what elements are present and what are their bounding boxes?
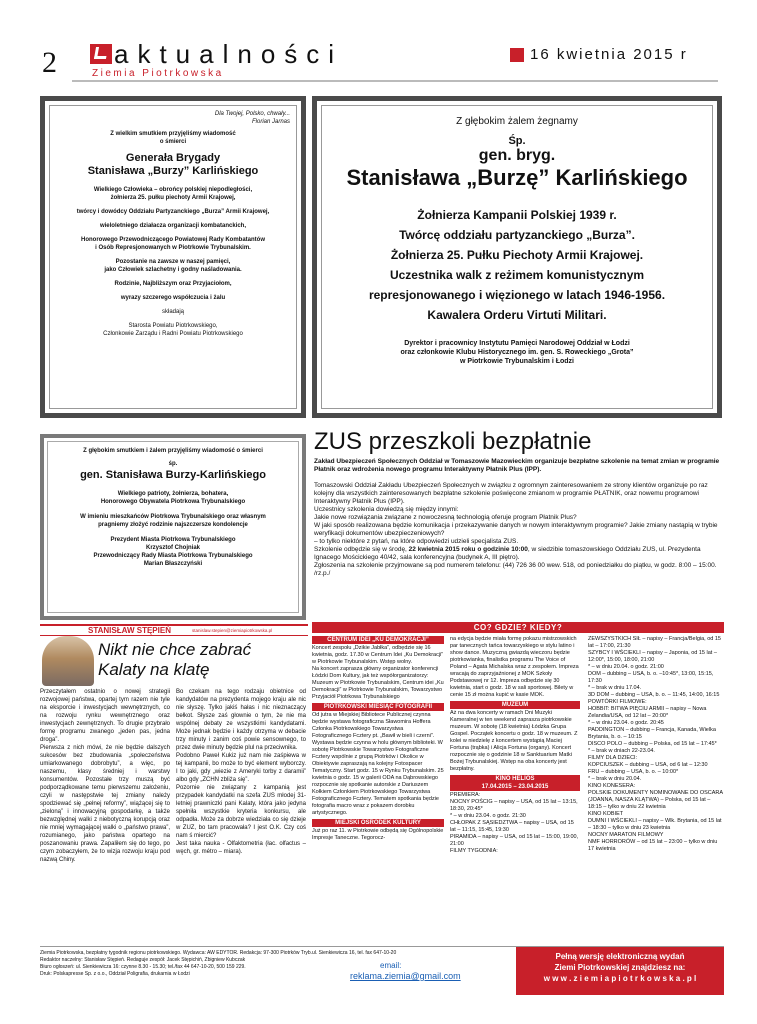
column-title-line: Kalaty na klatę	[98, 660, 210, 679]
header	[42, 39, 718, 84]
deceased-name: gen. Stanisława Burzy-Karlińskiego	[80, 469, 266, 481]
text-line: Uczestnika walk z reżimem komunistycznym	[389, 268, 645, 282]
signature-line: w Piotrkowie Trybunalskim i Łodzi	[460, 358, 574, 365]
deceased-rank: Generała Brygady	[125, 152, 221, 164]
article-text: Jakie nowe rozwiązania związane z nowoczesną technologią oferuje program Płatnik Plus?	[314, 514, 577, 521]
signature-line: oraz członkowie Klubu Historycznego im. gen. S. Roweckiego „Grota”	[400, 349, 634, 356]
events-column-1	[312, 636, 444, 842]
date-highlight: 22 kwietnia 2015 roku o godzinie 10:00	[408, 546, 528, 553]
promo-url[interactable]: w w w . z i e m i a p i o t r k o w s k a . p l	[543, 974, 697, 983]
header-rule	[72, 80, 718, 82]
logo-icon	[90, 44, 112, 64]
text-line: W imieniu mieszkańców Piotrkowa Trybunalskiego oraz własnym	[80, 514, 266, 520]
article-text: – to tylko niektóre z pytań, na które odpowiedzi udzieli specjalista ZUS.	[314, 538, 519, 545]
event-text: Aż na dwa koncerty w ramach Dni Muzyki Kameralnej w ten weekend zaprasza piotrkowskie muzeum. W sobotę (18 kwietnia) Łódzka Grupa Gospel. Początek koncertu o godz. 18 w muzeum. Z kolei w niedzielę z koncertem wystąpią Maciej Fortuna (trąbka) i Alicja Fortuna (organy). Koncert rozpocznie się o godzinie 18 w Sanktuarium Matki Bożej Trybunalskiej. Wstęp na oba koncerty jest bezpłatny.	[450, 710, 578, 772]
text-line: składają	[161, 309, 184, 315]
events-column-2	[450, 636, 580, 855]
deceased-rank: gen. bryg.	[478, 147, 556, 164]
events-banner: CO? GDZIE? KIEDY?	[312, 622, 724, 633]
sp-label: Śp.	[508, 135, 526, 147]
promo-box	[516, 947, 724, 995]
location-text: , w siedzibie tomaszowskiego Oddziału ZUS, ul. Prezydenta Ignacego Mościckiego 40/42, sala konferencyjna (budynek A, III piętro).	[314, 546, 701, 561]
event-heading: CENTRUM IDEI „KU DEMOKRACJI”	[312, 636, 444, 644]
intro-line: o śmierci	[159, 139, 187, 145]
email-link[interactable]: reklama.ziemia@gmail.com	[350, 971, 461, 981]
article-text: W jaki sposób realizowana będzie komunikacja i przekazywanie danych w nowym interaktywnym programie? Jakie zmiany nastąpią w trybie weryfikacji dokumentów ubezpieczeniowych?	[314, 522, 718, 537]
deceased-name: Stanisława „Burzy” Karlińskiego	[87, 165, 259, 177]
signature-line: Przewodniczący Rady Miasta Piotrkowa Trybunalskiego	[93, 553, 253, 559]
text-line: Wielkiego Człowieka – obrońcy polskiej niepodległości,	[93, 187, 253, 193]
text-line: wyrazy szczerego współczucia i żalu	[120, 295, 226, 301]
motto: Dla Twojej, Polsko, chwały...	[214, 111, 290, 117]
text-line: żołnierza 25. pułku piechoty Armii Krajowej,	[110, 195, 236, 201]
imprint-line: Ziemia Piotrkowska, bezpłatny tygodnik regionu piotrkowskiego. Wydawca: AW EDYTOR. Redakcja: 97-300 Piotrków Tryb.ul. Sienkiewicza 16, tel. fax 647-10-20	[40, 950, 397, 956]
event-text: na edycja będzie miała formę pokazu mistrzowskich par tanecznych tańca towarzyskiego w stylu latino i show dance. Muzyczną gwiazdą wieczoru będzie piotrkowianka, finalistka programu The Voice of Poland – Agata Michalska wraz z zespołem. Impreza wracają do zaprzyjaźnionej z MOK Szkoły Podstawowej nr 12. Impreza odbędzie się 30 kwietnia, start o godz. 18 w sali sportowej. Bilety w cenie 15 zł można kupić w kasie MOK.	[450, 636, 579, 698]
text-line: represjonowanego i więzionego w latach 1946-1956.	[368, 288, 666, 302]
logo-sub: Ziemia Piotrkowska	[92, 68, 224, 79]
obituary-prezydent	[40, 434, 306, 620]
event-text: Od jutra w Miejskiej Bibliotece Publicznej czynna będzie wystawa fotograficzna Sławomira Hoffera Członka Piotrkowskiego Towarzystwa Fotograficznego Fcztery pt. „Bawił w bieli i czerni”. Wystawa będzie czynna w holu głównym biblioteki. W sobotę Piotrkowskie Towarzystwo Fotograficzne Fcztery wspólnie z grupą Piotrków i Okolice w Obiektywie zapraszają na kolejny Fotospacer Tematyczny. Start godz. 15 w Rynku Trybunalskim. 25 kwietnia o godz. 15 w galerii ODA na Dąbrowskiego rozpocznie się spotkanie autorskie z Dariuszem Kołkiem Członkiem Piotrkowskiego Towarzystwa Fotograficznego Fcztery. Tematem spotkania będzie fotografia macro wraz z pokazem dorobku artystycznego.	[312, 712, 444, 816]
footer	[40, 946, 724, 996]
date-icon	[510, 48, 524, 62]
event-heading: MUZEUM	[450, 701, 580, 709]
column-text: Bo czekam na tego rodzaju obietnice od kandydatów na prezydenta mojego kraju ale nic nie słyszę. Tylko jakiś hałas i nic nieznaczący bełkot. Słysze zaś głownie o tym, że nie ma wspólnej debaty ze wszystkimi kandydatami. Może jednak będzie i każdy otrzyma w debacie trzy minuty i zanim coś powie sensownego, to przez dwie minuty będzie plul na przeciwnika. Podobno Paweł Kukiz już nam nie zaśpiewa w tej kampanii, bo może to być element wyborczy. I to jaki, gdy „wiezie z Ameryki torby z daramii” albo gdy „ZCHN zbliża się”. Pozornie nie związany z kampanią jest przypadek kandydatki na szefa ZUS młodej 31- letniej prawniczki pani Kalaty, która jako jedyna spełniła wszystkie kryteria konkursu, ale odpadła. Może za dobrze wiedziała co się dzieje w ZUZ, bo tam pracowała? I jest O.K. Czy coś nam ś miercić? Jest taka nauka - Olfaktometria (łac. olfactus – węch, gr. métro – miara).	[176, 689, 306, 855]
text-line: Honorowego Obywatela Piotrkowa Trybunalskiego	[100, 499, 246, 505]
author-photo	[42, 636, 94, 686]
issue-date: 16 kwietnia 2015 r	[530, 46, 688, 63]
text-line: twórcy i dowódcy Oddziału Partyzanckiego „Burza” Armii Krajowej,	[76, 209, 270, 215]
text-line: i Osób Represjonowanych w Piotrkowie Trybunalskim.	[95, 245, 251, 251]
column-text: Przeczytałem ostatnio o nowej strategii rozwojowej państwa, opartej tym razem nie tyle na eksporcie i inwestycjach wewnętrznych, co na rozwoju rynku wewnętrznego oraz inwestycjach zewnętrznych. To drugie przybrało formę programu zwanego „jeden pas, jedna droga”. Pierwsza z nich mówi, że nie będzie dalszych sukcesów bez zbudowania „społeczeństwa umiarkowanego dobrobytu”, a więc, po naszemu, klasy średniej i warstwy konsumentów. Pozostałe trzy muszą być podporządkowane temu pierwszemu założeniu, czyli w następstwie tej zmiany należy spodziewać się „pełnej reformy”, wiążącej się to „zieloną” i innowacyjną gospodarkę, a także bezwzględnej walki z niebotyczną korupcją oraz nie mniej wymagającej walki o „państwo prawa”, rozumianego, jako państwa opartego na poszanowaniu prawa. Zapaliłem się do tego, po czym zobaczyłem, że to wizja rozwoju kraju pod nazwą Chiny.	[40, 689, 170, 863]
text-line: Wielkiego patrioty, żołnierza, bohatera,	[117, 491, 229, 497]
column-title-line: Nikt nie chce zabrać	[98, 640, 252, 659]
promo-line: Ziemi Piotrkowskiej znajdziesz na:	[554, 963, 686, 972]
column-author: STANISŁAW STĘPIEŃ	[88, 626, 171, 635]
motto-author: Florian Jarnas	[251, 119, 290, 125]
text-line: Żołnierza 25. Pułku Piechoty Armii Krajowej.	[390, 248, 644, 262]
signature-line: Marian Błaszczyński	[143, 561, 203, 567]
email-label: email:	[380, 961, 402, 970]
page-number: 2	[42, 46, 57, 79]
text-line: Twórcę oddziału partyzanckiego „Burza”.	[399, 228, 635, 242]
text-line: Pozostanie na zawsze w naszej pamięci,	[115, 259, 231, 265]
signature-line: Prezydent Miasta Piotrkowa Trybunalskiego	[110, 537, 236, 543]
deceased-name: Stanisława „Burzę” Karlińskiego	[346, 165, 688, 190]
obituary-starosta	[40, 96, 306, 418]
article-text	[314, 546, 724, 562]
intro-line: Z głębokim żalem żegnamy	[456, 116, 578, 127]
text-line: Rodzinie, Najbliższym oraz Przyjaciołom,	[114, 281, 232, 287]
text-line: Kawalera Orderu Virtuti Militari.	[427, 308, 607, 322]
event-text: Już po raz 11. w Piotrkowie odbędą się Ogólnopolskie Impresje Taneczne. Tegorocz-	[312, 828, 444, 841]
event-heading: PIOTRKOWSKI MIESIĄC FOTOGRAFII	[312, 703, 444, 711]
imprint-line: Druk: Polskapresse Sp. z o.o., Oddział Poligrafia, drukarnia w Łodzi	[40, 971, 190, 977]
imprint-line: Biuro ogłoszeń: ul. Sienkiewicza 16: czynne 8.30 - 15.30; tel./fax 44 647-10-20, 500 159 229.	[40, 964, 246, 970]
event-date-range: 17.04.2015 – 23.04.2015	[450, 783, 580, 791]
event-text: PREMIERA: NOCNY POŚCIG – napisy – USA, od 15 lat – 13:15, 18:30, 20:45* * – w dniu 23.04. o godz. 21:30 CHŁOPAK Z SĄSIEDZTWA – napisy – USA, od 15 lat – 11:15, 15:45, 19:30 PIRAMIDA – napisy – USA, od 15 lat – 15:00, 19:00, 21:00 FILMY TYGODNIA:	[450, 792, 579, 854]
signature-line: Dyrektor i pracownicy Instytutu Pamięci Narodowej Oddział w Łodzi	[404, 340, 630, 347]
article-text: Uczestnicy szkolenia dowiedzą się między innymi:	[314, 506, 459, 513]
column-title	[98, 640, 251, 680]
opinion-column	[40, 624, 308, 946]
text-line: wieloletniego działacza organizacji kombatanckich,	[99, 223, 247, 229]
events-column-3	[588, 636, 724, 853]
event-heading: MIEJSKI OŚRODEK KULTURY	[312, 819, 444, 827]
intro-line: Z głębokim smutkiem i żalem przyjęliśmy wiadomość o śmierci	[83, 448, 263, 454]
date-text: Szkolenie odbędzie się w środę,	[314, 546, 409, 553]
sp-label: śp.	[168, 461, 178, 467]
article-title: ZUS przeszkoli bezpłatnie	[314, 428, 592, 455]
column-email: stanislaw.stepien@ziemiapiotrkowska.pl	[192, 628, 273, 633]
event-heading: KINO HELIOS	[450, 775, 580, 783]
article-lead: Zakład Ubezpieczeń Społecznych Oddział w Tomaszowie Mazowieckim organizuje bezpłatne szkolenie na temat zmian w programie Płatnik oraz wdrożenia nowego programu Interaktywny Płatnik Plus (IPP).	[314, 458, 720, 473]
events-section	[312, 622, 724, 942]
promo-line: Pełną wersję elektroniczną wydań	[555, 952, 685, 961]
event-text: Koncert zespołu „Dzikie Jabłka”, odbędzie się 16 kwietnia, godz. 17.30 w Centrum Idei „Ku Demokracji” w Piotrkowie Trybunalskim. Wstęp wolny. Na koncert zaprasza główny organizator konferencji Łódzki Dom Kultury, jak też współorganizatorzy: Muzeum w Piotrkowie Trybunalskim, Centrum idei „Ku Demokracji” w Piotrkowie Trybunalskim, Towarzystwo Przyjaciół Piotrkowa Trybunalskiego	[312, 645, 444, 700]
text-line: jako Człowiek szlachetny i godny naśladowania.	[104, 267, 242, 273]
text-line: Żołnierza Kampanii Polskiej 1939 r.	[417, 208, 617, 222]
signature-line: Krzysztof Chojniak	[145, 545, 200, 551]
event-text: ZEWSZYSTKICH SIŁ – napisy – Francja/Belgia, od 15 lat – 17:00, 21:30 SZYBCY I WŚCIEKLI – napisy – Japonia, od 15 lat – 12:00*, 15:00, 18:00, 21:00 * – w dniu 20.04. o godz. 21:00 DOM – dubbing – USA, b. o. –10:45*, 13:00, 15:15, 17:30 * – brak w dniu 17.04. 3D DOM – dubbing – USA, b. o. – 11:45, 14:00, 16:15 POWTÓRKI FILMOWE: HOBBIT: BITWA PIĘCIU ARMII – napisy – Nowa Zelandia/USA, od 12 lat – 20:00* * – w dniu 23.04. o godz. 20:45 PADDINGTON – dubbing – Francja, Kanada, Wielka Brytania, b. o. – 10:15 DISCO POLO – dubbing – Polska, od 15 lat – 17:45* * – brak w dniach 22-23.04. FILMY DLA DZIECI: KOPCIUSZEK – dubbing – USA, od 6 lat – 12:30 FRU – dubbing – USA, b. o. – 10:00* * – brak w dniu 20.04. KINO KONESERA: POLSKIE DOKUMENTY NOMINOWANE DO OSCARA (JOANNA, NASZA KLĄTWA) – Polska, od 15 lat – 18:15 – tylko w dniu 22 kwietnia KINO KOBIET DUMNI I WŚCIEKLI – napisy – Wlk. Brytania, od 15 lat – 18:30 – tylko w dniu 23 kwietnia NOCNY MARATON FILMOWY NMF HORRORÓW – od 15 lat – 23:00 – tylko w dniu 17 kwietnia	[588, 636, 723, 852]
article-text: Zgłoszenia na szkolenie przyjmowane są pod numerem telefonu: (44) 726 36 00 wew. 518, od poniedziałku do piątku, w godz. 8:00 – 15:00. /rz.p./	[314, 562, 717, 577]
signature-line: Członkowie Zarządu i Radni Powiatu Piotrkowskiego	[103, 331, 243, 337]
signature-line: Starosta Powiatu Piotrkowskiego,	[128, 323, 218, 329]
obituary-ipn	[312, 96, 722, 418]
zus-article	[314, 428, 724, 624]
imprint-line: Redaktor naczelny: Stanisław Stępień. Redaguje zespół: Jacek Stępichiń, Zbigniew Kubczak	[40, 957, 246, 963]
logo-text: aktualności	[114, 39, 344, 69]
article-text: Tomaszowski Oddział Zakładu Ubezpieczeń Społecznych w związku z ogromnym zainteresowaniem ze strony klientów organizuje po raz kolejny dla wszystkich zainteresowanych bezpłatne szkolenie poświęcone zmianom w programie PŁATNIK, oraz nowemu programowi Interaktywny Płatnik Plus (IPP).	[314, 482, 708, 505]
text-line: Honorowego Przewodniczącego Powiatowej Rady Kombatantów	[80, 237, 266, 243]
text-line: pragniemy złożyć rodzinie najszczersze kondolencje	[98, 522, 248, 528]
intro-line: Z wielkim smutkiem przyjęliśmy wiadomość	[110, 131, 236, 137]
column-header	[40, 624, 308, 636]
